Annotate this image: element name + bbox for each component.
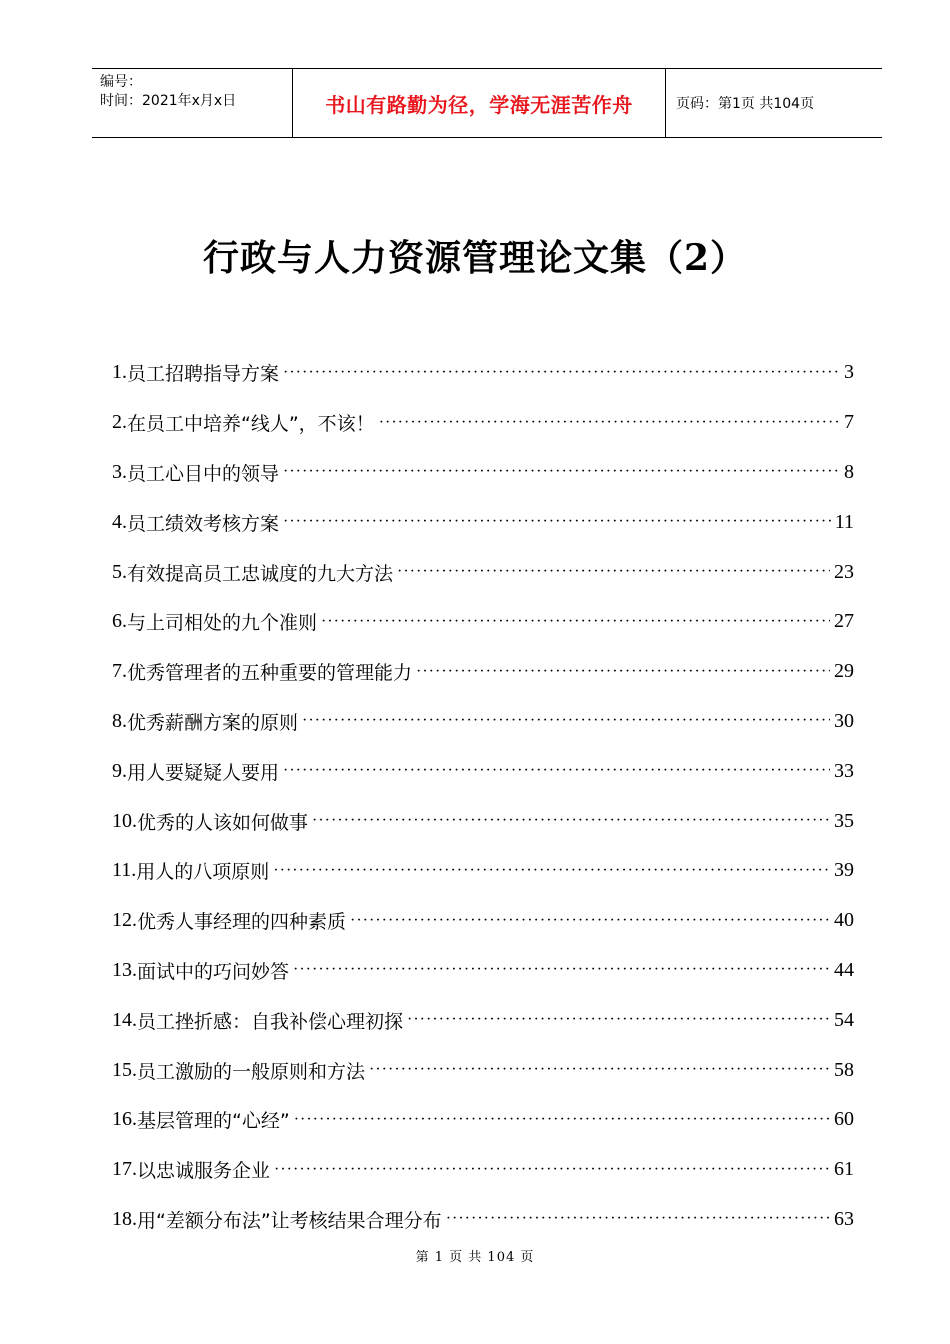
header-id-label: 编号： <box>100 74 142 90</box>
toc-entry-page: 54 <box>834 1008 854 1031</box>
toc-entry-title: 优秀管理者的五种重要的管理能力 <box>127 662 413 685</box>
toc-entry-page: 27 <box>834 610 854 633</box>
toc-entry-title: 与上司相处的九个准则 <box>127 612 318 635</box>
toc-dot-leader <box>379 414 840 432</box>
toc-entry[interactable] <box>112 1045 854 1095</box>
toc-entry[interactable] <box>112 597 854 647</box>
toc-entry-title: 用人要疑疑人要用 <box>127 761 280 784</box>
toc-entry[interactable] <box>112 1195 854 1245</box>
toc-dot-leader <box>283 762 830 780</box>
toc-entry[interactable] <box>112 1095 854 1145</box>
toc-entry-page: 44 <box>834 958 854 981</box>
toc-entry-number: 10. <box>112 809 137 832</box>
toc-entry-title: 员工激励的一般原则和方法 <box>137 1060 366 1083</box>
toc-dot-leader <box>274 1161 830 1179</box>
toc-entry-page: 8 <box>844 460 854 483</box>
toc-entry-title: 员工挫折感：自我补偿心理初探 <box>137 1010 404 1033</box>
toc-entry[interactable] <box>112 348 854 398</box>
toc-entry[interactable] <box>112 448 854 498</box>
toc-entry-title: 有效提高员工忠诚度的九大方法 <box>127 562 394 585</box>
toc-entry-title: 用“差额分布法”让考核结果合理分布 <box>137 1209 442 1232</box>
toc-dot-leader <box>446 1210 830 1228</box>
table-of-contents <box>112 348 854 1244</box>
toc-dot-leader <box>283 364 840 382</box>
document-title: 行政与人力资源管理论文集（2） <box>202 237 748 279</box>
toc-entry-page: 29 <box>834 660 854 683</box>
toc-entry[interactable] <box>112 697 854 747</box>
toc-entry-page: 3 <box>844 361 854 384</box>
toc-entry-title: 员工绩效考核方案 <box>127 512 280 535</box>
toc-entry-page: 39 <box>834 859 854 882</box>
header-time-label: 时间：2021年x月x日 <box>100 93 237 109</box>
toc-entry[interactable] <box>112 946 854 996</box>
toc-entry-page: 33 <box>834 759 854 782</box>
toc-entry-number: 6. <box>112 610 127 633</box>
toc-entry-page: 61 <box>834 1158 854 1181</box>
toc-entry[interactable] <box>112 647 854 697</box>
page-footer: 第 1 页 共 104 页 <box>415 1250 535 1265</box>
toc-entry-number: 16. <box>112 1108 137 1131</box>
toc-entry-title: 员工心目中的领导 <box>127 462 280 485</box>
toc-dot-leader <box>321 613 830 631</box>
toc-entry-page: 30 <box>834 709 854 732</box>
header-meta-cell <box>92 69 293 137</box>
toc-entry-title: 基层管理的“心经” <box>137 1110 290 1133</box>
toc-entry-title: 以忠诚服务企业 <box>137 1160 271 1183</box>
toc-dot-leader <box>293 961 830 979</box>
toc-entry[interactable] <box>112 995 854 1045</box>
toc-dot-leader <box>312 812 830 830</box>
toc-entry-number: 11. <box>112 859 137 882</box>
toc-entry-number: 3. <box>112 460 127 483</box>
toc-entry-number: 14. <box>112 1008 137 1031</box>
header-page-cell <box>666 69 882 137</box>
toc-entry[interactable] <box>112 846 854 896</box>
toc-entry[interactable] <box>112 796 854 846</box>
toc-entry-title: 面试中的巧问妙答 <box>137 960 290 983</box>
toc-entry-page: 11 <box>834 510 854 533</box>
toc-dot-leader <box>302 712 830 730</box>
toc-entry-page: 7 <box>844 411 854 434</box>
toc-entry-title: 在员工中培养“线人”，不该！ <box>127 413 375 436</box>
toc-entry-number: 13. <box>112 958 137 981</box>
toc-entry-number: 9. <box>112 759 127 782</box>
header-page-info: 页码：第1页 共104页 <box>676 96 815 112</box>
toc-dot-leader <box>397 563 830 581</box>
toc-entry-title: 优秀的人该如何做事 <box>137 811 309 834</box>
toc-entry-number: 8. <box>112 709 127 732</box>
document-header <box>92 68 882 138</box>
toc-entry-number: 1. <box>112 361 127 384</box>
toc-entry-page: 60 <box>834 1108 854 1131</box>
toc-dot-leader <box>350 912 830 930</box>
toc-entry-number: 5. <box>112 560 127 583</box>
toc-entry-number: 2. <box>112 411 127 434</box>
toc-dot-leader <box>283 513 831 531</box>
toc-entry-title: 优秀薪酬方案的原则 <box>127 711 299 734</box>
toc-dot-leader <box>407 1011 830 1029</box>
toc-entry-number: 12. <box>112 909 137 932</box>
header-motto: 书山有路勤为径，学海无涯苦作舟 <box>325 92 633 117</box>
toc-entry-number: 15. <box>112 1058 137 1081</box>
toc-entry-page: 58 <box>834 1058 854 1081</box>
toc-entry-number: 17. <box>112 1158 137 1181</box>
header-motto-cell <box>293 69 666 137</box>
toc-entry-title: 优秀人事经理的四种素质 <box>137 911 347 934</box>
toc-entry-page: 63 <box>834 1207 854 1230</box>
toc-entry-page: 35 <box>834 809 854 832</box>
toc-entry-title: 员工招聘指导方案 <box>127 363 280 386</box>
toc-entry[interactable] <box>112 746 854 796</box>
toc-dot-leader <box>283 463 840 481</box>
toc-dot-leader <box>273 862 830 880</box>
toc-entry[interactable] <box>112 896 854 946</box>
toc-dot-leader <box>369 1061 830 1079</box>
toc-entry-page: 40 <box>834 909 854 932</box>
toc-entry[interactable] <box>112 497 854 547</box>
toc-dot-leader <box>416 663 830 681</box>
toc-entry-number: 4. <box>112 510 127 533</box>
toc-entry-number: 7. <box>112 660 127 683</box>
toc-entry-page: 23 <box>834 560 854 583</box>
toc-entry-title: 用人的八项原则 <box>136 861 270 884</box>
toc-dot-leader <box>294 1111 830 1129</box>
toc-entry-number: 18. <box>112 1207 137 1230</box>
toc-entry[interactable] <box>112 547 854 597</box>
toc-entry[interactable] <box>112 398 854 448</box>
toc-entry[interactable] <box>112 1145 854 1195</box>
